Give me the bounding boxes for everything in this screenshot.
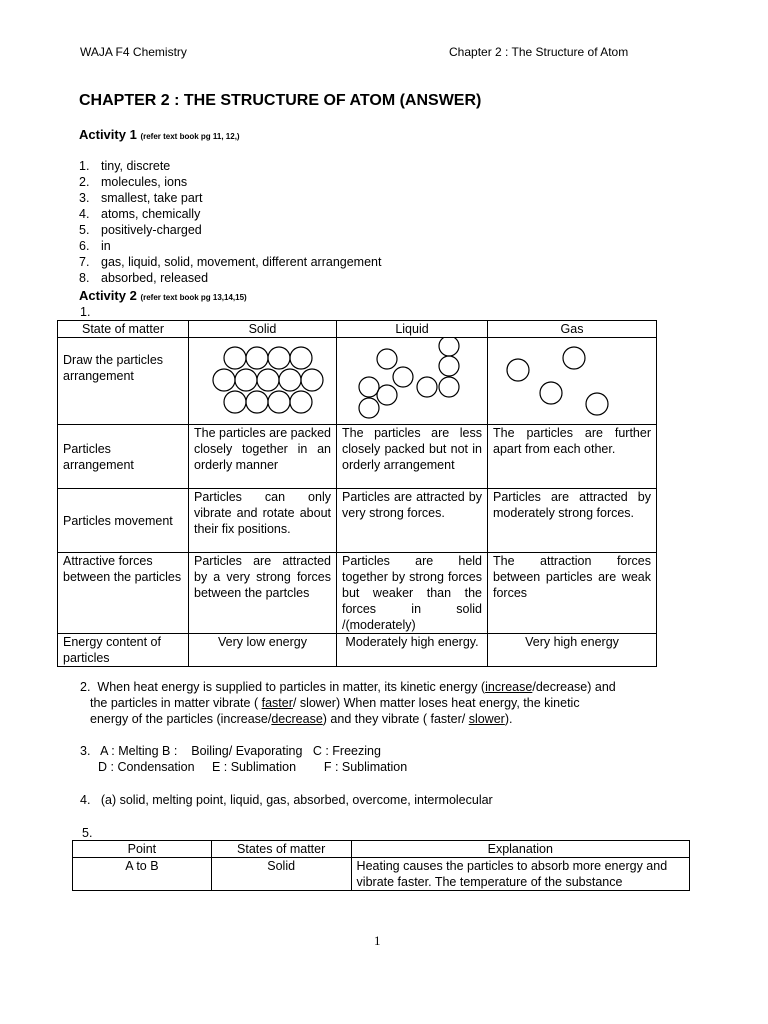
table-cell: A to B: [73, 858, 212, 891]
page-number: 1: [374, 933, 381, 948]
table-cell: Particles are attracted by a very strong forces between the partcles: [189, 553, 337, 634]
solid-particles-diagram: [189, 338, 336, 420]
list-item: 2. molecules, ions: [79, 175, 188, 189]
table-cell: Particles are attracted by moderately strong forces.: [488, 489, 657, 553]
liquid-particles-drawing: [337, 338, 488, 425]
gas-particles-drawing: [488, 338, 657, 425]
page-title: CHAPTER 2 : THE STRUCTURE OF ATOM (ANSWER): [79, 92, 482, 109]
header-right: Chapter 2 : The Structure of Atom: [449, 45, 629, 59]
question-2-number: 2.: [80, 680, 91, 694]
question-1-number: 1.: [80, 305, 91, 319]
table-cell-label: Draw the particles arrangement: [58, 338, 189, 425]
list-item: 8. absorbed, released: [79, 271, 209, 285]
list-item: 7. gas, liquid, solid, movement, different arrangement: [79, 255, 382, 269]
table-row: [58, 489, 657, 553]
question-3: 3. A : Melting B : Boiling/ Evaporating C : Freezing D : Condensation E : Sublimation F : Sublimation: [80, 744, 408, 774]
table-cell: Particles can only vibrate and rotate about their fix positions.: [189, 489, 337, 553]
question-4-number: 4.: [80, 793, 91, 807]
list-item: 4. atoms, chemically: [79, 207, 201, 221]
table-cell-label: Energy content of particles: [58, 634, 189, 667]
table-cell-label: Particles movement: [58, 489, 189, 553]
table-cell-label: Particles arrangement: [58, 425, 189, 489]
table-row: [58, 553, 657, 634]
solid-particles-drawing: [189, 338, 337, 425]
gas-particles-diagram: [488, 338, 656, 420]
states-of-matter-table: [57, 320, 657, 667]
table-cell: Moderately high energy.: [337, 634, 488, 667]
table-header: State of matter: [58, 321, 189, 338]
table-cell: Solid: [211, 858, 351, 891]
table-row: [58, 338, 657, 425]
activity-2-ref: (refer text book pg 13,14,15): [140, 293, 247, 302]
list-item: 1. tiny, discrete: [79, 159, 171, 173]
table-header: Point: [73, 841, 212, 858]
question-3-number: 3.: [80, 744, 91, 758]
table-row: [58, 634, 657, 667]
table-cell: The particles are further apart from each other.: [488, 425, 657, 489]
activity-1-heading: [79, 127, 240, 142]
list-item: 5. positively-charged: [79, 223, 202, 237]
list-item: 6. in: [79, 239, 111, 253]
table-row: [73, 858, 690, 891]
table-cell: Very high energy: [488, 634, 657, 667]
table-header: Explanation: [351, 841, 689, 858]
activity-1-label: Activity 1: [79, 127, 137, 142]
table-cell: Particles are attracted by very strong forces.: [337, 489, 488, 553]
table-cell: Heating causes the particles to absorb more energy and vibrate faster. The temperature of the substance: [351, 858, 689, 891]
activity-1-ref: (refer text book pg 11, 12,): [140, 132, 240, 141]
heating-curve-table: [72, 840, 690, 891]
liquid-particles-diagram: [337, 338, 487, 420]
activity-1-list: [79, 158, 381, 286]
header-left: WAJA F4 Chemistry: [80, 45, 187, 59]
question-5-number: 5.: [82, 826, 93, 840]
table-header: Solid: [189, 321, 337, 338]
table-cell: The particles are packed closely together in an orderly manner: [189, 425, 337, 489]
table-header: Liquid: [337, 321, 488, 338]
table-cell: Very low energy: [189, 634, 337, 667]
table-cell: Particles are held together by strong forces but weaker than the forces in solid /(moderately): [337, 553, 488, 634]
activity-2-label: Activity 2: [79, 288, 137, 303]
table-cell-label: Attractive forces between the particles: [58, 553, 189, 634]
list-item: 3. smallest, take part: [79, 191, 203, 205]
table-header-row: [73, 841, 690, 858]
question-2: 2. When heat energy is supplied to particles in matter, its kinetic energy (increase/decrease) and the particles in matter vibrate ( faster/ slower) When matter loses heat energy, the kinetic energy of the particles (increase/decrease) and they vibrate ( faster/ slower).: [80, 680, 616, 726]
question-4: 4. (a) solid, melting point, liquid, gas, absorbed, overcome, intermolecular: [80, 793, 493, 807]
table-header: States of matter: [211, 841, 351, 858]
table-cell: The attraction forces between particles are weak forces: [488, 553, 657, 634]
table-row: [58, 425, 657, 489]
table-header-row: [58, 321, 657, 338]
table-header: Gas: [488, 321, 657, 338]
activity-2-heading: [79, 288, 247, 303]
table-cell: The particles are less closely packed but not in orderly arrangement: [337, 425, 488, 489]
